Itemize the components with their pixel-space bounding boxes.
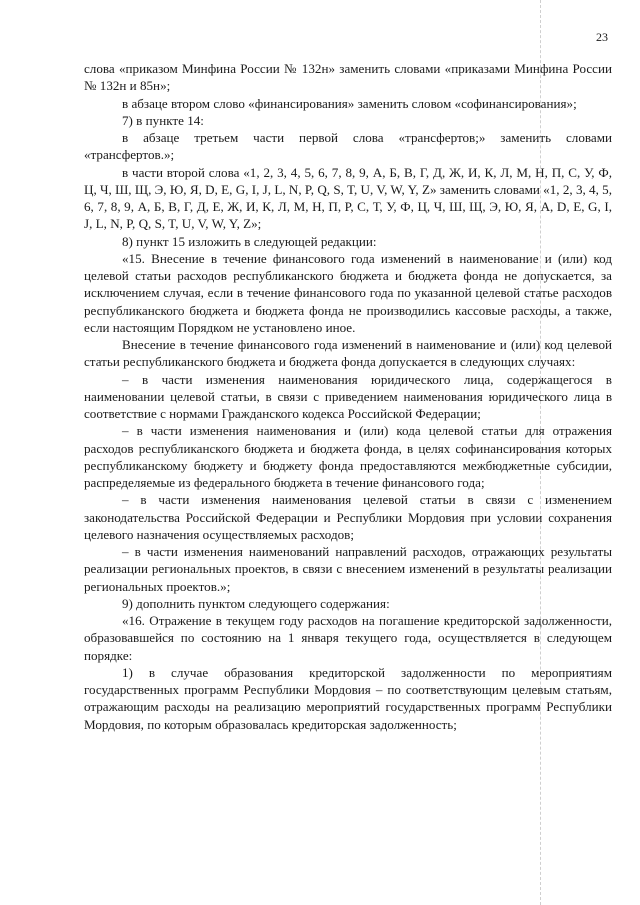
paragraph: 1) в случае образования кредиторской задолженности по мероприятиям государственных программ Республики Мордовия – по соответствующим целевым статьям, отражающим расходы на реализацию мероприятий государственных программ Республики Мордовия, по которым образовалась кредиторская задолженность;: [84, 664, 612, 732]
paragraph: – в части изменения наименований направлений расходов, отражающих результаты реализации региональных проектов, в связи с внесением изменений в результаты реализации региональных проектов.»;: [84, 544, 612, 594]
paragraph: – в части изменения наименования и (или) кода целевой статьи для отражения расходов республиканского бюджета и бюджета фонда, в целях софинансирования которых республиканскому бюджету и бюджету фонда предоставляются межбюджетные субсидии, распределяемые из федерального бюджета в течение финансового года;: [84, 423, 612, 490]
paragraph: 9) дополнить пунктом следующего содержания:: [122, 595, 390, 611]
paragraph: в абзаце третьем части первой слова «трансфертов;» заменить словами «трансфертов.»;: [84, 130, 612, 163]
paragraph: в части второй слова «1, 2, 3, 4, 5, 6, 7, 8, 9, А, Б, В, Г, Д, Ж, И, К, Л, М, Н, П, С, У, Ф, Ц, Ч, Ш, Щ, Э, Ю, Я, D, E, G, I, J, L, N, P, Q, S, T, U, V, W, Y, Z» заменить словами «1, 2, 3, 4, 5, 6, 7, 8, 9, А, Б, В, Г, Д, Е, Ж, И, К, Л, М, Н, П, Р, С, Т, У, Ф, Ц, Ч, Ш, Щ, Э, Ю, Я, A, D, E, G, I, J, L, N, P, Q, S, T, U, V, W, Y, Z»;: [84, 164, 612, 232]
page-number: 23: [596, 30, 608, 44]
paragraph: в абзаце втором слово «финансирования» заменить словом «софинансирования»;: [122, 95, 577, 111]
paragraph: – в части изменения наименования целевой статьи в связи с изменением законодательства Российской Федерации и Республики Мордовия при условии сохранения целевого назначения осуществляемых расходов;: [84, 492, 612, 542]
paragraph: «15. Внесение в течение финансового года изменений в наименование и (или) код целевой статьи расходов республиканского бюджета и бюджета фонда не допускается, за исключением случая, если в течение финансового года по указанной целевой статье расходов республиканского бюджета и бюджета фонда не производились кассовые расходы, а также, если настоящим Порядком не установлено иное.: [84, 250, 612, 335]
paragraph: 7) в пункте 14:: [122, 112, 204, 128]
document-body: [84, 60, 612, 733]
paragraph: – в части изменения наименования юридического лица, содержащегося в наименовании целевой статьи, в связи с приведением наименования юридического лица в соответствие с нормами Гражданского кодекса Российской Федерации;: [84, 371, 612, 421]
paragraph: Внесение в течение финансового года изменений в наименование и (или) код целевой статьи республиканского бюджета и бюджета фонда допускается в следующих случаях:: [84, 337, 612, 370]
paragraph: 8) пункт 15 изложить в следующей редакции:: [122, 233, 377, 249]
paragraph: слова «приказом Минфина России № 132н» заменить словами «приказами Минфина России № 132н и 85н»;: [84, 61, 612, 94]
paragraph: «16. Отражение в текущем году расходов на погашение кредиторской задолженности, образовавшейся по состоянию на 1 января текущего года, осуществляется в следующем порядке:: [84, 613, 612, 663]
